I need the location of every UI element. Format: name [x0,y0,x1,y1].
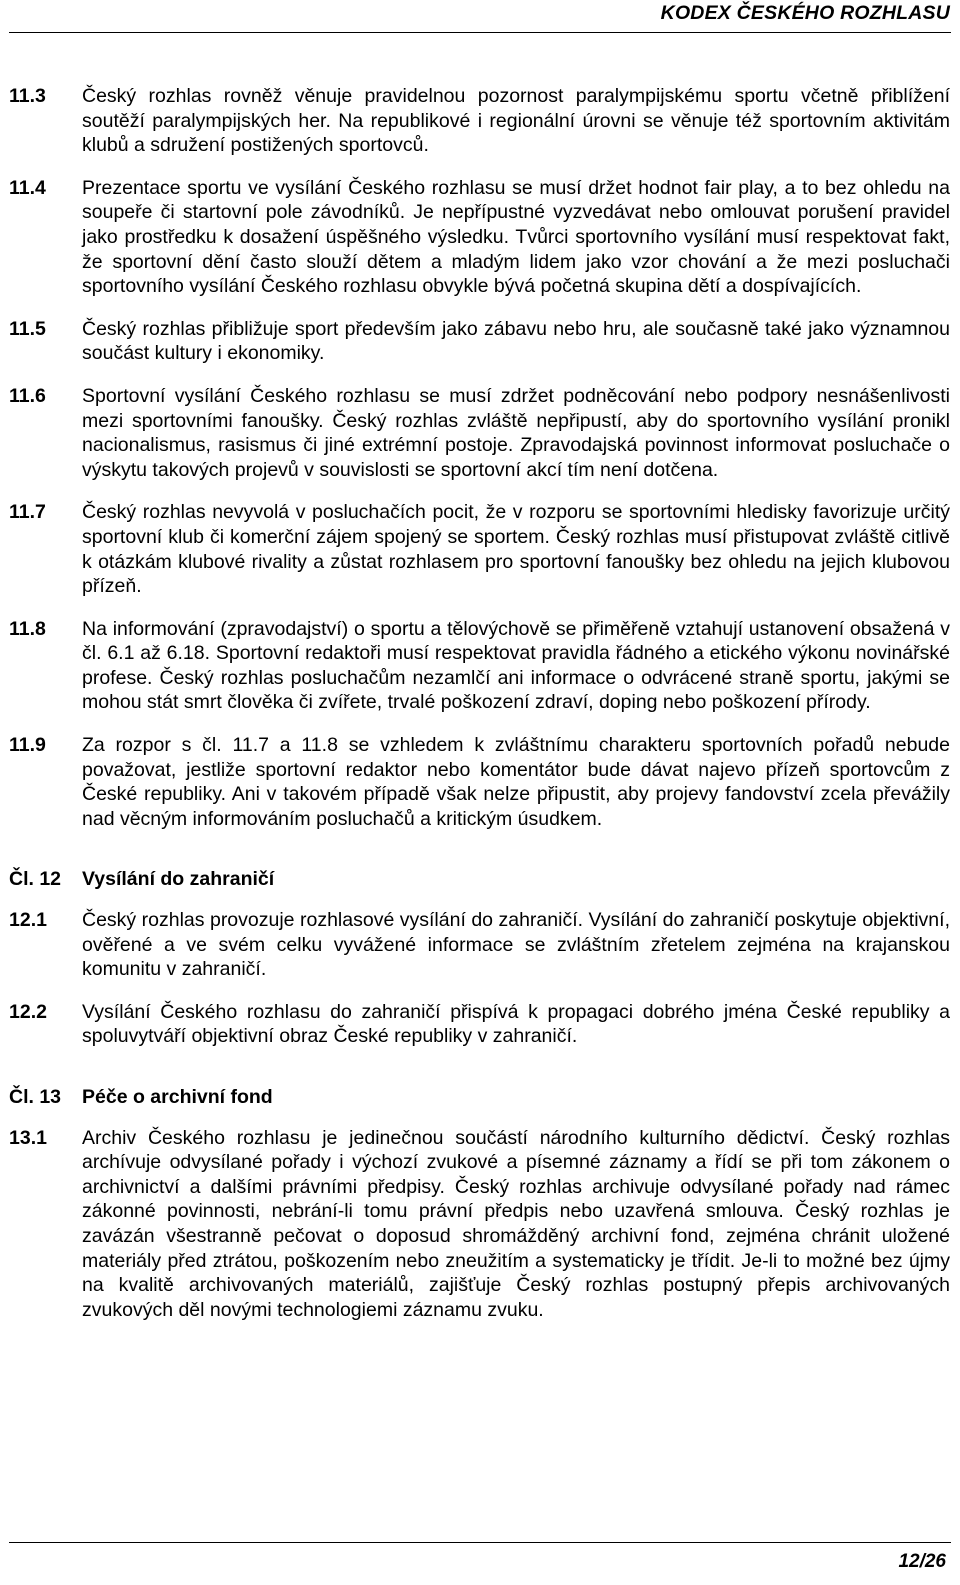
section-number: Čl. 13 [9,1086,62,1108]
page-number: 12/26 [898,1551,946,1572]
paragraph-text: Archiv Českého rozhlasu je jedinečnou součástí národního kulturního dědictví. Český rozhlas archívuje odvysílané pořady i výchozí zvukové a písemné záznamy a řídí se při tom zákonem o archivnictví a dalšími právními předpisy. Český rozhlas archivuje odvysílané pořady nad rámec zákonné povinnosti, nebrání-li tomu právní předpis nebo uzavřená smlouva. Český rozhlas je zavázán všestranně pečovat o doposud shromážděný archivní fond, zejména chránit uložené materiály před ztrátou, poškozením nebo zneužitím a systematicky je třídit. Je-li to možné bez újmy na kvalitě archivovaných materiálů, zajišťuje Český rozhlas postupný přepis archivovaných zvukových děl novými technologiemi záznamu zvuku. [82,1126,950,1321]
paragraph-text: Sportovní vysílání Českého rozhlasu se musí zdržet podněcování nebo podpory nesnášenlivosti mezi sportovními fanoušky. Český rozhlas zvláště nepřipustí, aby do sportovního vysílání pronikl nacionalismus, rasismus či jiné extrémní postoje. Zpravodajská povinnost informovat posluchače o výskytu takových projevů v souvislosti se sportovní akcí tím není dotčena. [82,384,950,481]
paragraph-12-1 [9,908,950,982]
paragraph-number: 12.1 [9,909,47,932]
document-body [9,84,950,1340]
paragraph-text: Na informování (zpravodajství) o sportu a tělovýchově se přiměřeně vztahují ustanovení obsažená v čl. 6.1 až 6.18. Sportovní redaktoři musí respektovat pravidla řádného a etického výkonu novinářské profese. Český rozhlas posluchačům nezamlčí ani informace o odvrácené straně sportu, jakými se mohou stát smrt člověka či zvířete, trvalé poškození zdraví, doping nebo poškození přírody. [82,617,950,714]
paragraph-number: 13.1 [9,1126,47,1149]
section-title: Vysílání do zahraničí [82,868,275,891]
paragraph-number: 11.8 [9,617,46,640]
paragraph-text: Český rozhlas přibližuje sport především jako zábavu nebo hru, ale současně také jako významnou součást kultury i ekonomiky. [82,317,950,365]
paragraph-text: Český rozhlas provozuje rozhlasové vysílání do zahraničí. Vysílání do zahraničí poskytuje objektivní, ověřené a ve svém celku vyvážené informace se zvláštním zřetelem zejména na krajanskou komunitu v zahraničí. [82,909,950,981]
paragraph-11-4 [9,176,950,299]
document-header-title: KODEX ČESKÉHO ROZHLASU [660,2,950,24]
paragraph-number: 11.9 [9,734,46,757]
paragraph-number: 11.5 [9,317,46,340]
paragraph-13-1 [9,1126,950,1323]
section-title: Péče o archivní fond [82,1086,273,1108]
section-heading-12 [9,867,950,892]
paragraph-text: Vysílání Českého rozhlasu do zahraničí přispívá k propagaci dobrého jména České republiky a spoluvytváří objektivní obraz České republiky v zahraničí. [82,1000,950,1048]
paragraph-text: Český rozhlas rovněž věnuje pravidelnou pozornost paralympijskému sportu včetně přiblížení soutěží paralympijských her. Na republikové i regionální úrovni se věnuje též sportovním aktivitám klubů a sdružení postižených sportovců. [82,85,950,157]
section-heading-13 [9,1085,950,1110]
paragraph-11-7 [9,500,950,598]
paragraph-11-5 [9,317,950,366]
paragraph-11-8 [9,617,950,715]
paragraph-12-2 [9,1000,950,1049]
paragraph-11-9 [9,733,950,831]
paragraph-text: Prezentace sportu ve vysílání Českého rozhlasu se musí držet hodnot fair play, a to bez ohledu na soupeře či startovní pole závodníků. Je nepřípustné vyzvedávat nebo omlouvat porušení pravidel jako prostředku k dosažení úspěšného výsledku. Tvůrci sportovního vysílání musí respektovat fakt, že sportovní dění často slouží dětem a mladým lidem jako vzor chování a že mezi posluchači sportovního vysílání Českého rozhlasu obvykle bývá početná skupina dětí a dospívajících. [82,176,950,298]
paragraph-11-6 [9,384,950,482]
paragraph-number: 11.7 [9,501,46,524]
section-number: Čl. 12 [9,868,62,891]
footer-divider [9,1542,951,1543]
paragraph-number: 11.3 [9,85,46,107]
paragraph-number: 12.2 [9,1000,47,1023]
header-divider [9,32,951,33]
paragraph-text: Český rozhlas nevyvolá v posluchačích pocit, že v rozporu se sportovními hledisky favorizuje určitý sportovní klub či komerční zájem spojený se sportem. Český rozhlas musí přistupovat zvláště citlivě k otázkám klubové rivality a zůstat rozhlasem pro sportovní fanoušky bez ohledu na jejich klubovou přízeň. [82,501,950,598]
paragraph-11-3 [9,84,950,158]
paragraph-number: 11.4 [9,176,46,199]
paragraph-text: Za rozpor s čl. 11.7 a 11.8 se vzhledem k zvláštnímu charakteru sportovních pořadů nebude považovat, jestliže sportovní redaktor nebo komentátor bude dávat najevo přízeň sportovcům z České republiky. Ani v takovém případě však nelze připustit, aby projevy fandovství zcela převážily nad věcným informováním posluchačů a kritickým úsudkem. [82,734,950,830]
paragraph-number: 11.6 [9,384,46,407]
